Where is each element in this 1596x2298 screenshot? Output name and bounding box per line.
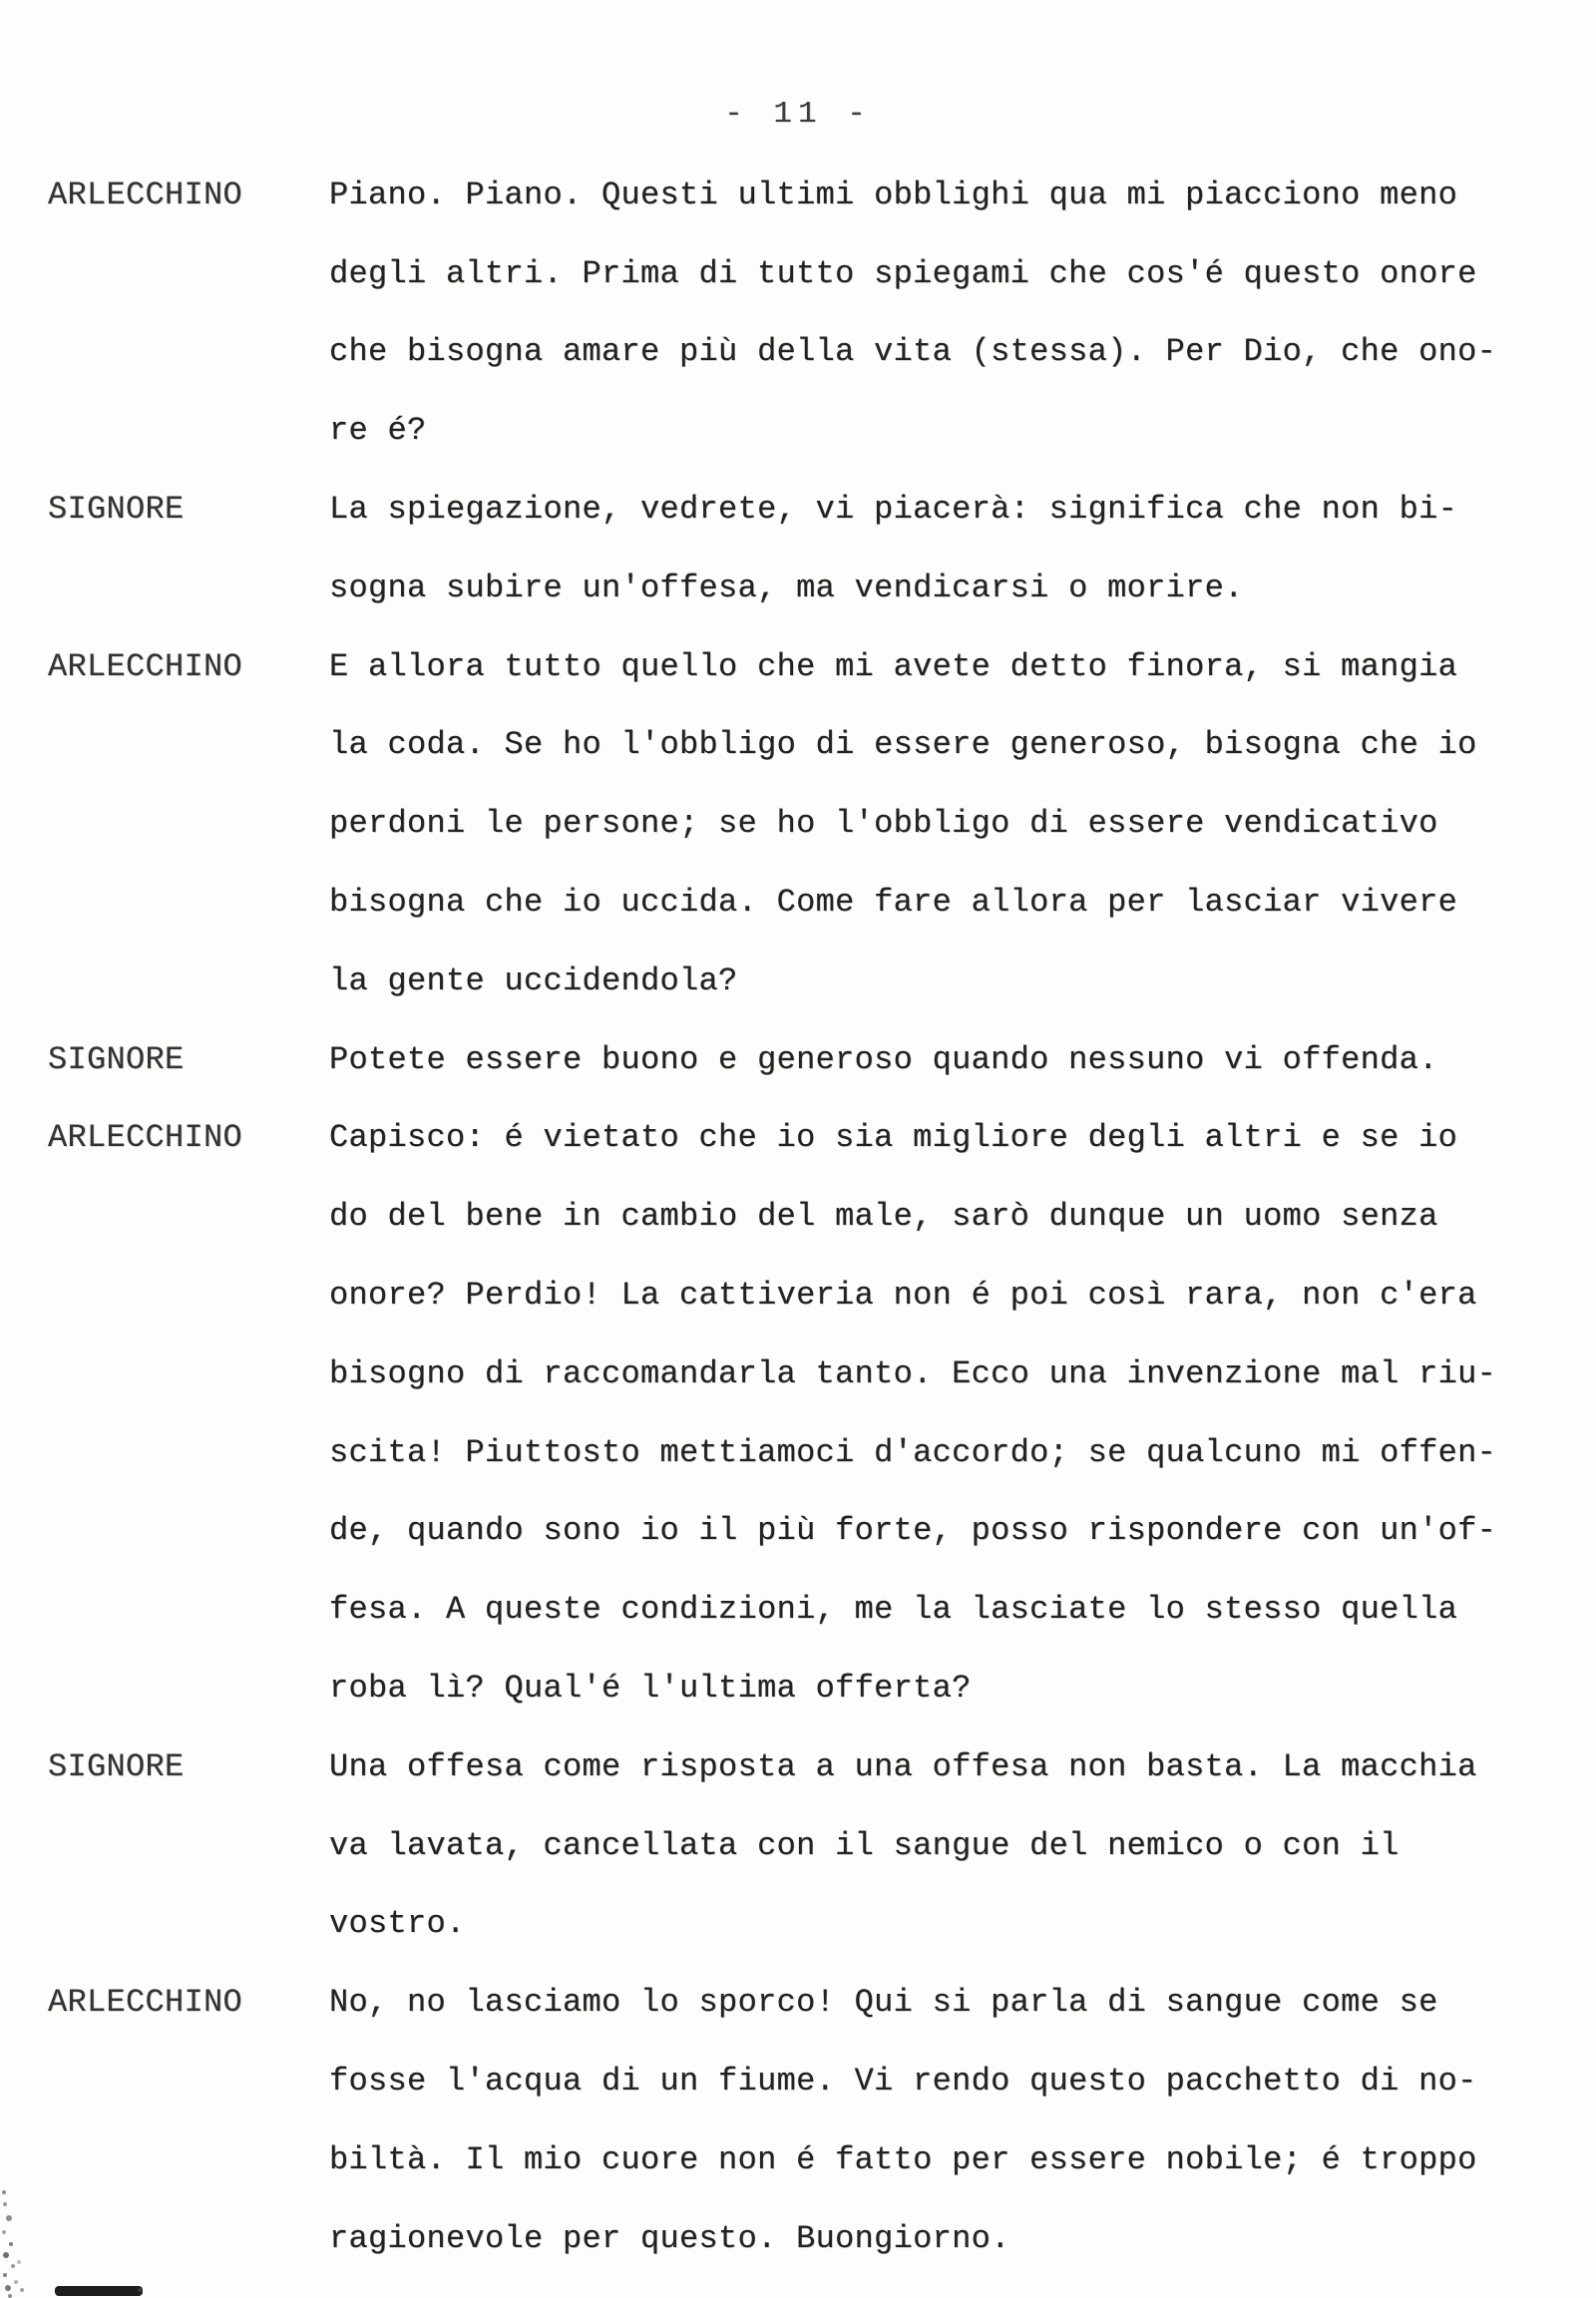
scan-stray-dot [138, 2288, 143, 2292]
dialogue-row [0, 706, 1596, 785]
dialogue-row [0, 1020, 1596, 1099]
dialogue-row [0, 1570, 1596, 1649]
dialogue-line: bisogna che io uccida. Come fare allora per lasciar vivere [329, 884, 1458, 922]
dialogue-row [0, 2120, 1596, 2199]
dialogue-line: fesa. A queste condizioni, me la lasciate lo stesso quella [329, 1591, 1458, 1629]
dialogue-row [0, 156, 1596, 234]
dialogue-line: E allora tutto quello che mi avete detto finora, si mangia [329, 647, 1458, 685]
dialogue-row [0, 1177, 1596, 1256]
dialogue-row [0, 313, 1596, 392]
dialogue-row [0, 549, 1596, 627]
dialogue-line: La spiegazione, vedrete, vi piacerà: significa che non bi- [329, 491, 1458, 529]
dialogue-row [0, 627, 1596, 706]
dialogue-line: ragionevole per questo. Buongiorno. [329, 2219, 1010, 2257]
dialogue-line: Potete essere buono e generoso quando nessuno vi offenda. [329, 1040, 1438, 1078]
scan-edge-mark [55, 2286, 143, 2296]
dialogue-row [0, 1727, 1596, 1806]
dialogue-row [0, 784, 1596, 863]
dialogue-line: No, no lasciamo lo sporco! Qui si parla di sangue come se [329, 1984, 1438, 2022]
dialogue-line: Capisco: é vietato che io sia migliore degli altri e se io [329, 1119, 1458, 1157]
speaker-label: ARLECCHINO [48, 647, 243, 685]
speaker-label: ARLECCHINO [48, 176, 243, 213]
dialogue-row [0, 234, 1596, 313]
dialogue-row [0, 1099, 1596, 1178]
dialogue-line: Piano. Piano. Questi ultimi obblighi qua mi piacciono meno [329, 176, 1458, 213]
dialogue-line: do del bene in cambio del male, sarò dunque un uomo senza [329, 1198, 1438, 1236]
dialogue-line: vostro. [329, 1905, 466, 1943]
dialogue-line: Una offesa come risposta a una offesa non basta. La macchia [329, 1747, 1477, 1785]
dialogue-row [0, 1492, 1596, 1571]
page-number: - 11 - [724, 97, 872, 132]
dialogue-line: de, quando sono io il più forte, posso rispondere con un'of- [329, 1512, 1497, 1550]
speaker-label: SIGNORE [48, 1747, 185, 1785]
dialogue-line: roba lì? Qual'é l'ultima offerta? [329, 1670, 972, 1708]
dialogue-line: scita! Piuttosto mettiamoci d'accordo; se qualcuno mi offen- [329, 1433, 1497, 1471]
dialogue-row [0, 470, 1596, 549]
speaker-label: ARLECCHINO [48, 1984, 243, 2022]
dialogue-line: che bisogna amare più della vita (stessa). Per Dio, che ono- [329, 333, 1497, 371]
dialogue-row [0, 2042, 1596, 2120]
dialogue-line: biltà. Il mio cuore non é fatto per essere nobile; é troppo [329, 2140, 1477, 2178]
dialogue [0, 156, 1596, 2278]
dialogue-row [0, 863, 1596, 942]
dialogue-line: la gente uccidendola? [329, 961, 738, 999]
dialogue-line: sogna subire un'offesa, ma vendicarsi o morire. [329, 569, 1244, 606]
dialogue-row [0, 1335, 1596, 1413]
dialogue-line: fosse l'acqua di un fiume. Vi rendo questo pacchetto di no- [329, 2063, 1477, 2101]
scan-noise-speckles [2, 2190, 6, 2194]
dialogue-row [0, 1885, 1596, 1964]
speaker-label: SIGNORE [48, 1040, 185, 1078]
dialogue-line: degli altri. Prima di tutto spiegami che cos'é questo onore [329, 254, 1477, 292]
speaker-label: ARLECCHINO [48, 1119, 243, 1157]
dialogue-line: va lavata, cancellata con il sangue del nemico o con il [329, 1826, 1399, 1864]
dialogue-row [0, 1413, 1596, 1492]
dialogue-row [0, 1649, 1596, 1727]
dialogue-line: perdoni le persone; se ho l'obbligo di essere vendicativo [329, 805, 1438, 843]
dialogue-row [0, 1256, 1596, 1335]
dialogue-line: la coda. Se ho l'obbligo di essere generoso, bisogna che io [329, 726, 1477, 764]
dialogue-line: bisogno di raccomandarla tanto. Ecco una invenzione mal riu- [329, 1354, 1497, 1392]
dialogue-row [0, 391, 1596, 470]
dialogue-row [0, 2199, 1596, 2278]
dialogue-row [0, 1806, 1596, 1885]
dialogue-line: onore? Perdio! La cattiveria non é poi così rara, non c'era [329, 1277, 1477, 1315]
dialogue-row [0, 1963, 1596, 2042]
speaker-label: SIGNORE [48, 491, 185, 529]
dialogue-line: re é? [329, 412, 427, 450]
dialogue-row [0, 942, 1596, 1020]
